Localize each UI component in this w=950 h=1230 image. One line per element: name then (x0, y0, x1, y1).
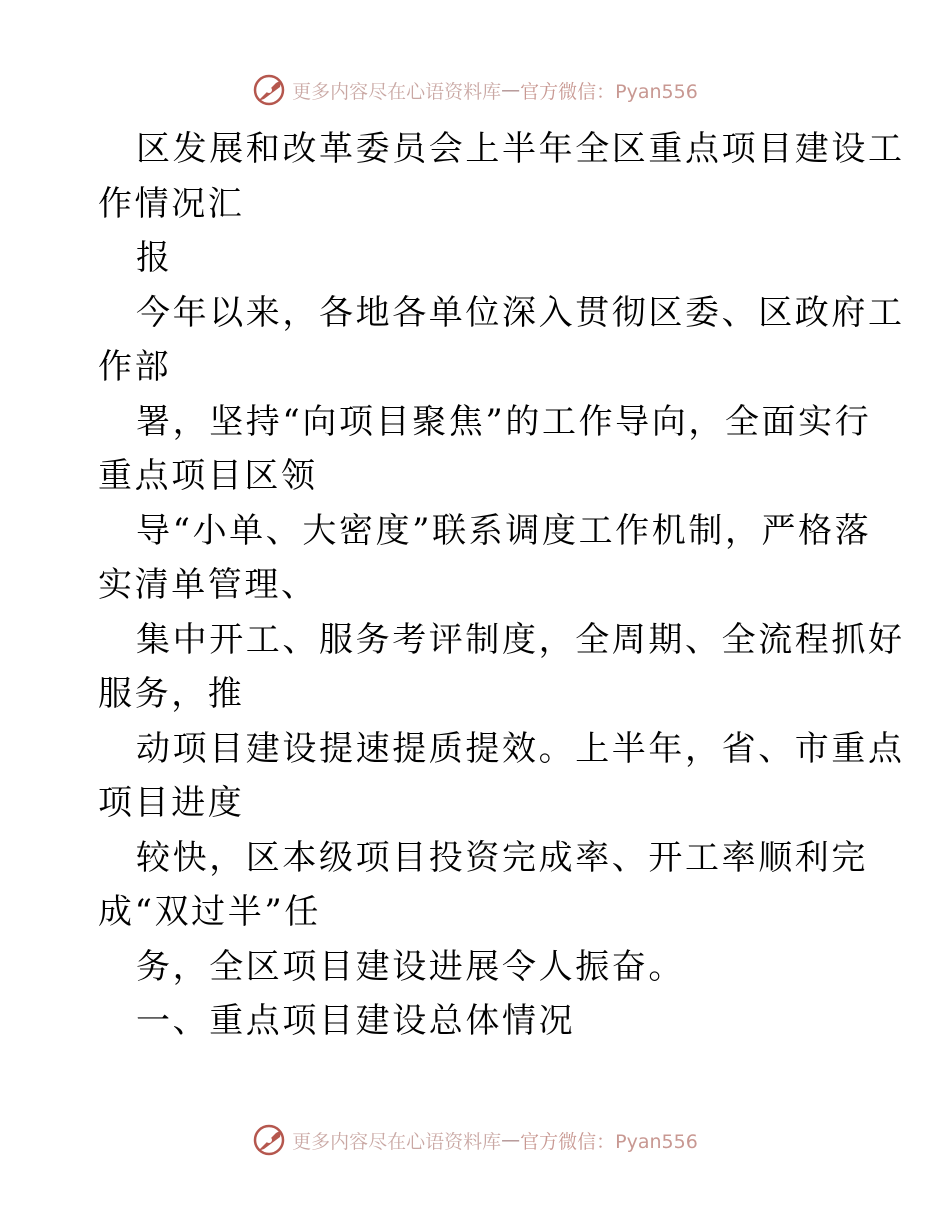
text-line: 导“小单、大密度”联系调度工作机制，严格落 (136, 510, 872, 551)
text-line: 重点项目区领 (98, 456, 318, 496)
watermark-text: 更多内容尽在心语资料库 (292, 1130, 502, 1153)
text-line: 成“双过半”任 (98, 892, 321, 932)
watermark-separator: — (501, 1129, 521, 1151)
watermark-wechat: 官方微信：Pyan556 (520, 1130, 698, 1153)
text-line: 一、重点项目建设总体情况 (136, 1001, 576, 1041)
quill-logo-icon (252, 1123, 286, 1157)
watermark-text: 更多内容尽在心语资料库 (292, 80, 502, 103)
text-line: 项目进度 (98, 783, 245, 823)
text-line: 作情况汇 (98, 183, 245, 224)
text-line: 集中开工、服务考评制度，全周期、全流程抓好 (136, 619, 905, 660)
text-line: 署，坚持“向项目聚焦”的工作导向，全面实行 (136, 401, 872, 442)
text-line: 区发展和改革委员会上半年全区重点项目建设工 (136, 129, 905, 169)
text-line: 今年以来，各地各单位深入贯彻区委、区政府工 (136, 292, 905, 333)
quill-logo-icon (252, 73, 286, 107)
footer-watermark (0, 1120, 950, 1160)
watermark-separator: — (501, 79, 521, 101)
document-body (98, 122, 905, 1049)
text-line: 较快，区本级项目投资完成率、开工率顺利完 (136, 837, 868, 878)
text-line: 报 (136, 238, 173, 278)
watermark-wechat: 官方微信：Pyan556 (520, 80, 698, 103)
text-line: 作部 (98, 347, 172, 387)
header-watermark (0, 70, 950, 110)
text-line: 动项目建设提速提质提效。上半年，省、市重点 (136, 728, 905, 769)
text-line: 服务，推 (98, 674, 245, 714)
text-line: 务，全区项目建设进展令人振奋。 (136, 946, 685, 987)
text-line: 实清单管理、 (98, 565, 318, 605)
